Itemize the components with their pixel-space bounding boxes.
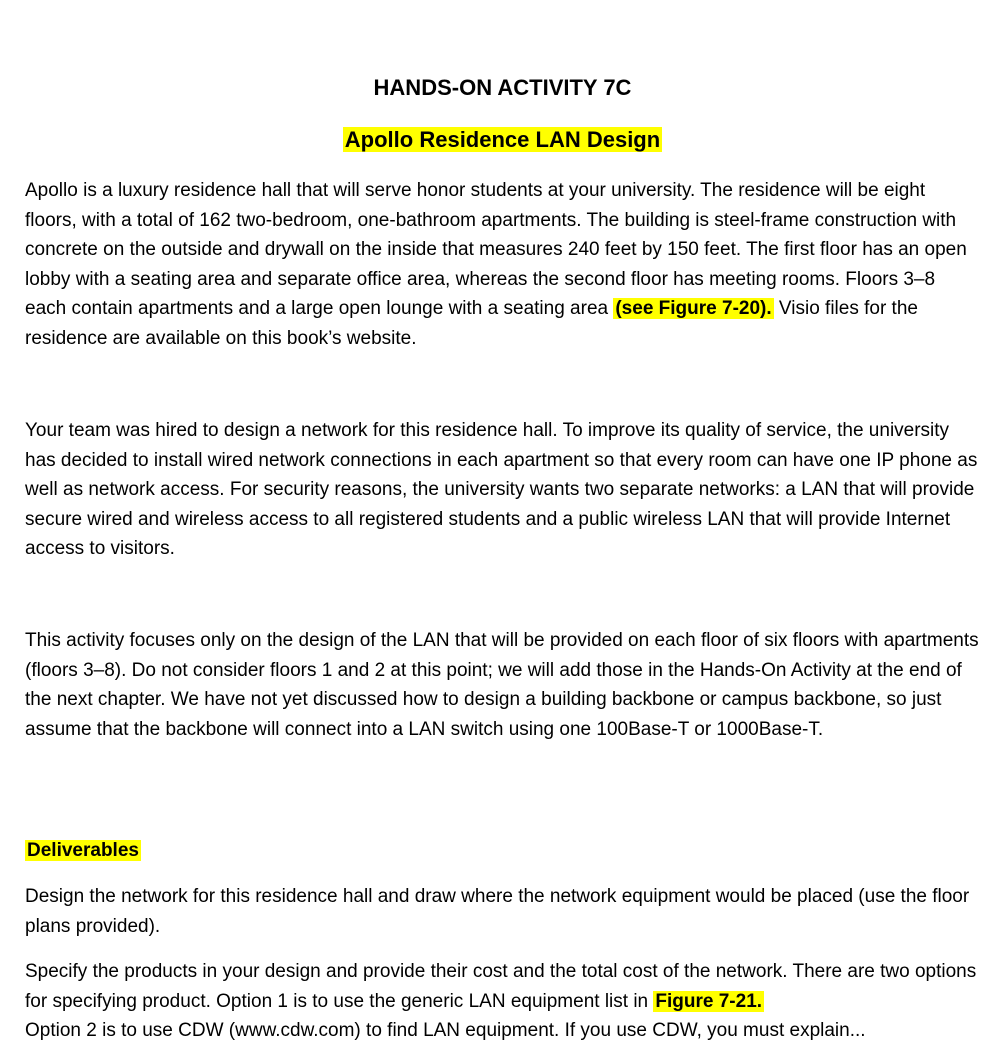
intro-paragraph-text: Apollo is a luxury residence hall that will serve honor students at your university. The residence will be eight floors, with a total of 162 two-bedroom, one-bathroom apartments. The building is steel-frame construction with concrete on the outside and drywall on the inside that measures 240 feet by 150 feet. The first floor has an open lobby with a seating area and separate office area, whereas the second floor has meeting rooms. Floors 3–8 each contain apartments and a large open lounge with a seating area xyxy=(25,180,967,319)
team-paragraph: Your team was hired to design a network for this residence hall. To improve its quality of service, the university has decided to install wired network connections in each apartment so that every room can have one IP phone as well as network access. For security reasons, the university wants two separate networks: a LAN that will provide secure wired and wireless access to all registered students and a public wireless LAN that will provide Internet access to visitors. xyxy=(25,420,978,559)
activity-subtitle-text: Apollo Residence LAN Design xyxy=(344,127,661,152)
intro-paragraph xyxy=(25,176,980,353)
figure-7-20-reference: (see Figure 7-20). xyxy=(615,298,772,319)
products-paragraph xyxy=(25,957,980,1016)
deliverables-heading xyxy=(25,836,980,866)
products-paragraph-text: Specify the products in your design and provide their cost and the total cost of the network. There are two options for specifying product. Option 1 is to use the generic LAN equipment list in xyxy=(25,961,977,1012)
deliverables-heading-text: Deliverables xyxy=(27,840,139,861)
activity-title-text: HANDS-ON ACTIVITY 7C xyxy=(373,75,632,100)
cut-off-line: Option 2 is to use CDW (www.cdw.com) to find LAN equipment. If you use CDW, you must explain... xyxy=(25,1020,866,1041)
figure-7-21-reference: Figure 7-21. xyxy=(655,990,763,1012)
scope-paragraph: This activity focuses only on the design of the LAN that will be provided on each floor of six floors with apartments (floors 3–8). Do not consider floors 1 and 2 at this point; we will add those in the Hands-On Activity at the end of the next chapter. We have not yet discussed how to design a building backbone or campus backbone, so just assume that the backbone will connect into a LAN switch using one 100Base-T or 1000Base-T. xyxy=(25,630,979,740)
activity-title xyxy=(25,74,980,102)
intro-paragraph-tail: Visio files for the residence are available on this book’s website. xyxy=(25,298,918,349)
design-paragraph: Design the network for this residence hall and draw where the network equipment would be placed (use the floor plans provided). xyxy=(25,886,970,937)
activity-subtitle xyxy=(25,126,980,154)
